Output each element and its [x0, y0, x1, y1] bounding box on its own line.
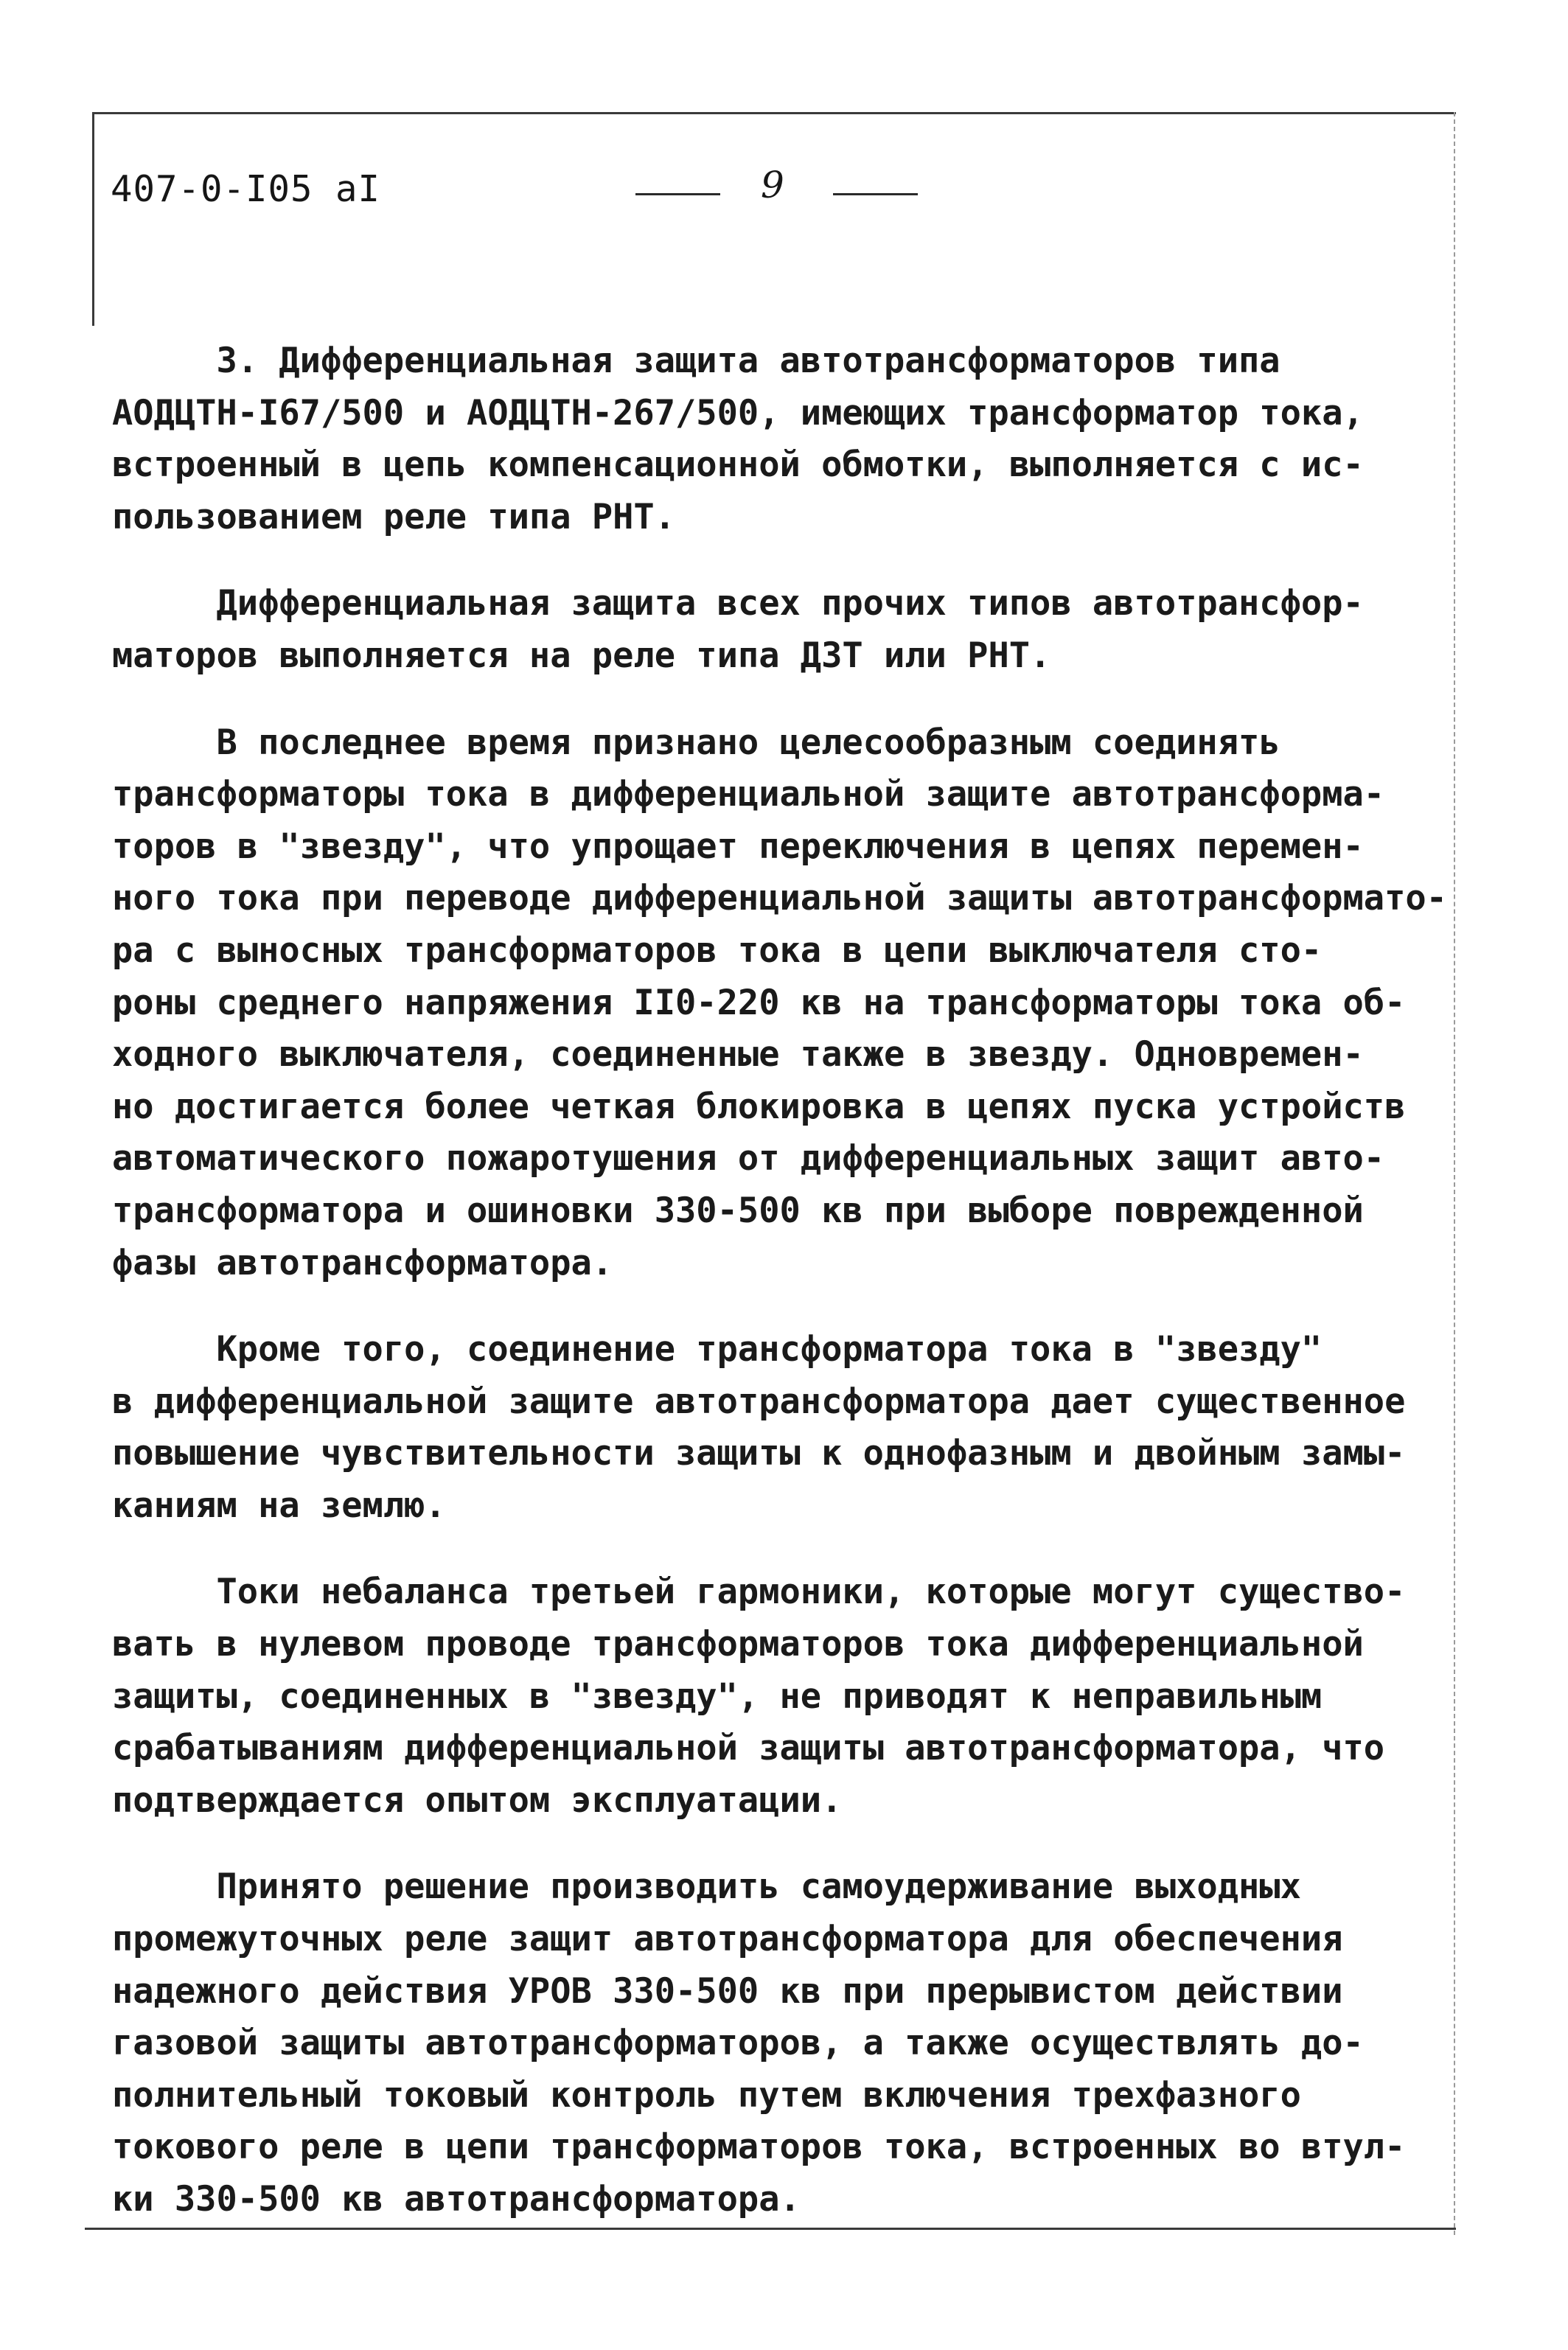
- paragraph-gap: [112, 683, 1424, 717]
- text-line: ра с выносных трансформаторов тока в цепи выключателя сто-: [112, 930, 1323, 971]
- frame-top-line: [92, 112, 1456, 114]
- paragraph-gap: [112, 543, 1424, 578]
- text-line: роны среднего напряжения II0-220 кв на трансформаторы тока об-: [112, 982, 1406, 1023]
- text-line: вать в нулевом проводе трансформаторов тока дифференциальной: [112, 1624, 1364, 1665]
- text-line: Токи небаланса третьей гармоники, которые могут существо-: [112, 1572, 1406, 1613]
- paragraph: [112, 1566, 1424, 1827]
- paragraph: [112, 335, 1424, 543]
- text-line: АОДЦТН-I67/500 и АОДЦТН-267/500, имеющих трансформатор тока,: [112, 392, 1364, 433]
- text-line: автоматического пожаротушения от дифференциальных защит авто-: [112, 1138, 1385, 1179]
- paragraph: [112, 717, 1447, 1290]
- text-line: встроенный в цепь компенсационной обмотки, выполняется с ис-: [112, 444, 1364, 486]
- text-line: ки 330-500 кв автотрансформатора.: [112, 2179, 801, 2220]
- text-line: ного тока при переводе дифференциальной защиты автотрансформато-: [112, 878, 1447, 919]
- text-line: трансформатора и ошиновки 330-500 кв при выборе поврежденной: [112, 1190, 1364, 1231]
- text-line: каниям на землю.: [112, 1485, 446, 1526]
- paragraph-gap: [112, 1289, 1424, 1324]
- text-line: токового реле в цепи трансформаторов тока, встроенных во втул-: [112, 2127, 1406, 2168]
- text-line: в дифференциальной защите автотрансформатора дает существенное: [112, 1381, 1406, 1422]
- text-line: газовой защиты автотрансформаторов, а также осуществлять до-: [112, 2023, 1364, 2064]
- text-line: защиты, соединенных в "звезду", не приводят к неправильным: [112, 1676, 1323, 1717]
- text-line: промежуточных реле защит автотрансформатора для обеспечения: [112, 1919, 1343, 1960]
- text-line: подтверждается опытом эксплуатации.: [112, 1779, 843, 1821]
- text-line: В последнее время признано целесообразным соединять: [112, 722, 1280, 763]
- paragraph: [112, 578, 1424, 682]
- text-line: фазы автотрансформатора.: [112, 1242, 613, 1283]
- frame-bottom-line: [85, 2228, 1456, 2230]
- text-line: торов в "звезду", что упрощает переключения в цепях перемен-: [112, 826, 1364, 867]
- text-line: Принято решение производить самоудерживание выходных: [112, 1866, 1301, 1908]
- text-line: пользованием реле типа РНТ.: [112, 496, 676, 537]
- text-line: полнительный токовый контроль путем включения трехфазного: [112, 2074, 1301, 2116]
- text-line: 3. Дифференциальная защита автотрансформаторов типа: [112, 341, 1280, 381]
- text-line: срабатываниям дифференциальной защиты автотрансформатора, что: [112, 1728, 1385, 1769]
- page-number: 9: [761, 164, 784, 206]
- text-line: трансформаторы тока в дифференциальной защите автотрансформа-: [112, 774, 1385, 815]
- text-line: Дифференциальная защита всех прочих типов автотрансфор-: [112, 583, 1364, 624]
- frame-right-line: [1454, 112, 1455, 2235]
- text-line: надежного действия УРОВ 330-500 кв при прерывистом действии: [112, 1970, 1343, 2012]
- document-code: 407-0-I05 aI: [111, 168, 381, 210]
- page-number-dash-left: [635, 193, 720, 195]
- text-line: повышение чувствительности защиты к однофазным и двойным замы-: [112, 1433, 1406, 1474]
- paragraph-gap: [112, 1827, 1424, 1861]
- paragraph: [112, 1324, 1424, 1532]
- text-line: Кроме того, соединение трансформатора тока в "звезду": [112, 1329, 1323, 1370]
- text-line: маторов выполняется на реле типа ДЗТ или РНТ.: [112, 635, 1051, 676]
- document-body: [112, 335, 1447, 2226]
- page-number-dash-right: [833, 193, 918, 195]
- text-line: но достигается более четкая блокировка в цепях пуска устройств: [112, 1086, 1406, 1127]
- text-line: ходного выключателя, соединенные также в звезду. Одновремен-: [112, 1034, 1364, 1075]
- frame-left-line: [92, 112, 94, 326]
- paragraph-gap: [112, 1532, 1424, 1566]
- paragraph: [112, 1861, 1424, 2225]
